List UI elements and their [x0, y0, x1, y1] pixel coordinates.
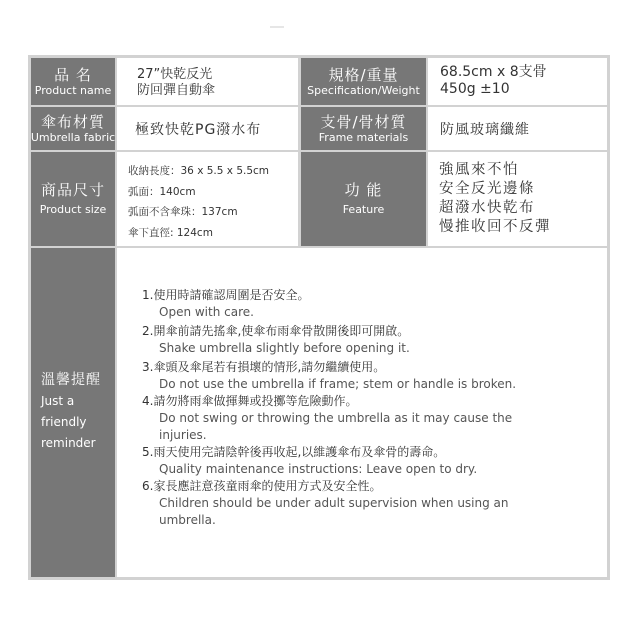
product-name-label — [31, 58, 115, 105]
product-name-value — [117, 58, 298, 105]
tip-en: injuries. — [159, 428, 207, 442]
size-line: 收納長度：36 x 5.5 x 5.5cm — [128, 165, 270, 177]
size-label — [31, 152, 115, 246]
tip-item — [142, 393, 607, 444]
feature-line: 強風來不怕 — [439, 162, 519, 178]
tip-zh: 3.傘頭及傘尾若有損壞的情形,請勿繼續使用。 — [142, 360, 386, 374]
product-name-label-zh: 品 名 — [54, 65, 92, 84]
feature-label-zh: 功 能 — [344, 181, 383, 199]
spec-label — [301, 58, 426, 105]
tip-en: Shake umbrella slightly before opening it. — [159, 341, 410, 355]
feature-line: 慢推收回不反彈 — [439, 219, 551, 235]
frame-label — [301, 107, 426, 150]
spec-label-en: Specification/Weight — [307, 83, 420, 97]
feature-line: 安全反光邊條 — [439, 181, 535, 197]
tip-item — [142, 444, 607, 478]
size-line: 弧面：140cm — [128, 185, 196, 198]
spec-table — [28, 55, 610, 580]
frame-value: 防風玻璃纖維 — [428, 107, 607, 150]
reminder-label-zh: 溫馨提醒 — [41, 372, 101, 388]
feature-label-en: Feature — [342, 203, 385, 216]
fabric-label-zh: 傘布材質 — [40, 112, 105, 131]
size-label-en: Product size — [39, 203, 107, 216]
spec-line: 450g ±10 — [440, 81, 510, 97]
fabric-label — [31, 107, 115, 150]
frame-label-en: Frame materials — [318, 130, 409, 144]
size-line: 弧面不含傘珠：137cm — [128, 206, 238, 218]
tip-en: Do not use the umbrella if frame; stem or handle is broken. — [159, 377, 517, 391]
product-name-line: 防回彈自動傘 — [137, 83, 216, 98]
fabric-value: 極致快乾PG潑水布 — [117, 107, 298, 150]
tip-en: Children should be under adult supervision when using an — [159, 496, 509, 510]
tip-en: Do not swing or throwing the umbrella as it may cause the — [159, 411, 513, 425]
tip-en: umbrella. — [159, 513, 216, 527]
tip-zh: 2.開傘前請先搖傘,使傘布雨傘骨散開後即可開啟。 — [142, 324, 410, 338]
tip-zh: 5.雨天使用完請陰幹後再收起,以維護傘布及傘骨的壽命。 — [142, 445, 446, 459]
tip-item — [142, 359, 607, 393]
reminder-label-en-line: friendly — [41, 415, 87, 429]
tip-item — [142, 287, 607, 321]
frame-label-zh: 支骨/骨材質 — [320, 112, 407, 131]
size-line: 傘下直徑: 124cm — [128, 226, 213, 239]
feature-value — [428, 152, 607, 246]
reminder-label-en-line: Just a — [41, 394, 75, 408]
reminder-tips — [117, 248, 607, 577]
tip-zh: 1.使用時請確認周圍是否安全。 — [142, 288, 310, 302]
product-name-label-en: Product name — [34, 83, 112, 97]
reminder-label — [31, 248, 115, 577]
product-name-line: 27”快乾反光 — [137, 67, 213, 82]
spec-line: 68.5cm x 8支骨 — [440, 64, 547, 80]
size-value — [117, 152, 298, 246]
tip-zh: 6.家長應註意孩童雨傘的使用方式及安全性。 — [142, 479, 382, 493]
top-divider — [270, 26, 284, 28]
feature-label — [301, 152, 426, 246]
tip-en: Quality maintenance instructions: Leave open to dry. — [159, 462, 478, 476]
tip-item — [142, 478, 607, 529]
feature-line: 超潑水快乾布 — [439, 200, 535, 216]
reminder-label-en-line: reminder — [41, 436, 96, 450]
spec-value — [428, 58, 607, 105]
fabric-label-en: Umbrella fabric — [31, 130, 115, 144]
spec-label-zh: 規格/重量 — [328, 65, 399, 84]
tip-item — [142, 323, 607, 357]
tip-zh: 4.請勿將雨傘做揮舞或投擲等危險動作。 — [142, 394, 358, 408]
tip-en: Open with care. — [159, 305, 254, 319]
size-label-zh: 商品尺寸 — [40, 181, 105, 199]
